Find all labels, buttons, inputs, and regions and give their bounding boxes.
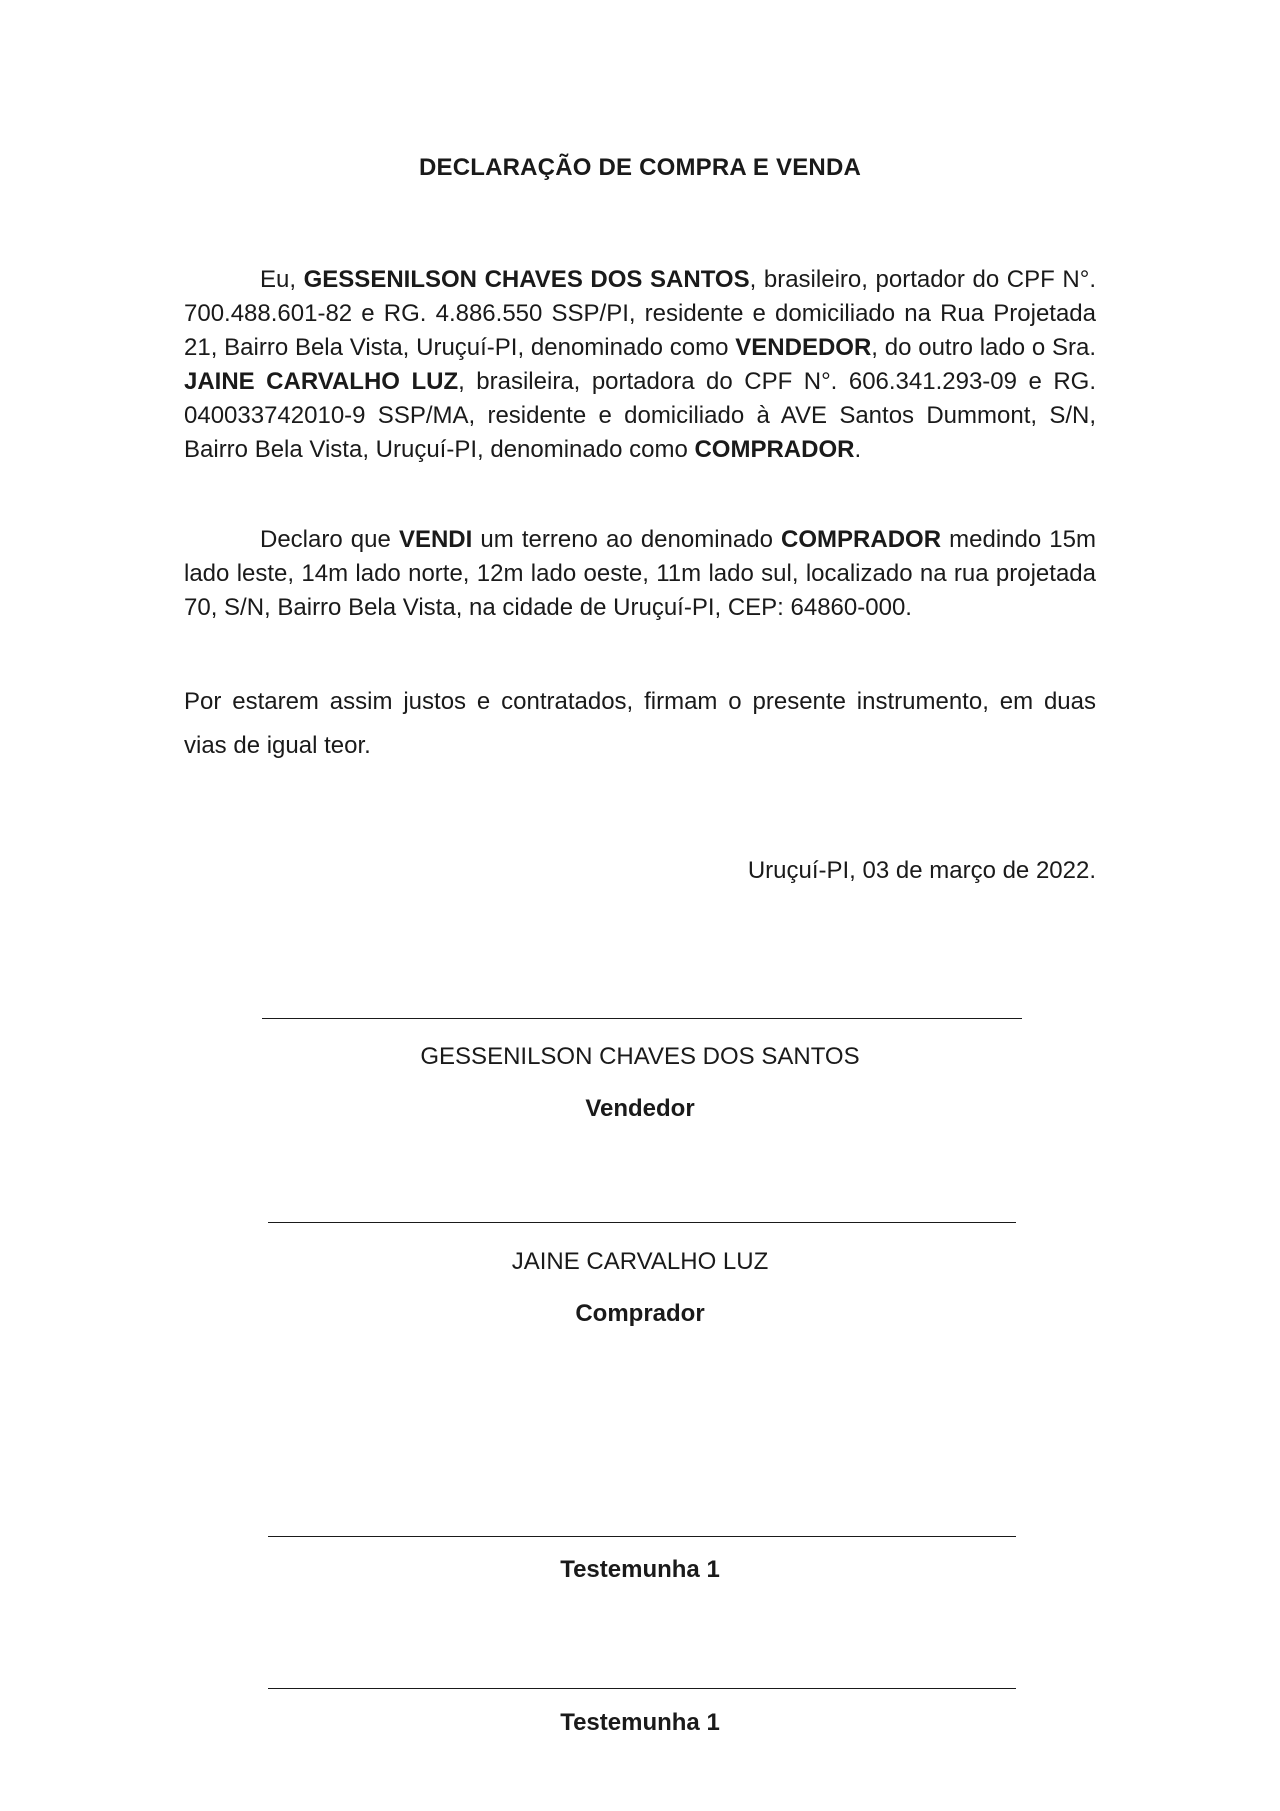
sold-bold: VENDI bbox=[398, 526, 473, 553]
buyer-name-bold: JAINE CARVALHO LUZ bbox=[184, 368, 459, 395]
seller-role: Vendedor bbox=[585, 1095, 695, 1122]
document-title: DECLARAÇÃO DE COMPRA E VENDA bbox=[418, 154, 862, 181]
seller-name-bold: GESSENILSON CHAVES DOS SANTOS bbox=[303, 266, 750, 293]
seller-signature-line bbox=[262, 1018, 1022, 1019]
seller-role-bold: VENDEDOR bbox=[735, 334, 872, 361]
buyer-name: JAINE CARVALHO LUZ bbox=[511, 1248, 769, 1275]
place-date: Uruçuí-PI, 03 de março de 2022. bbox=[747, 857, 1096, 884]
witness1-role: Testemunha 1 bbox=[560, 1556, 720, 1583]
buyer-role: Comprador bbox=[575, 1300, 705, 1327]
witness2-signature-line bbox=[268, 1688, 1016, 1689]
seller-name: GESSENILSON CHAVES DOS SANTOS bbox=[420, 1043, 860, 1070]
paragraph-text: um terreno ao denominado bbox=[472, 526, 782, 553]
paragraph-text: , brasileiro, portador do CPF N°. 700.488.601-82 e RG. 4.886.550 SSP/PI, residente e domiciliado na Rua Projetada 21, Bairro Bela Vista, Uruçuí-PI, denominado como bbox=[184, 266, 1096, 361]
buyer-role-bold: COMPRADOR bbox=[694, 436, 855, 463]
witness1-signature-line bbox=[268, 1536, 1016, 1537]
paragraph-text: , do outro lado o Sra. bbox=[871, 334, 1096, 361]
paragraph-text: , brasileira, portadora do CPF N°. 606.341.293-09 e RG. 040033742010-9 SSP/MA, residente e domiciliado à AVE Santos Dummont, S/N, Bairro Bela Vista, Uruçuí-PI, denominado como bbox=[184, 368, 1096, 463]
paragraph-text: . bbox=[854, 436, 862, 463]
witness2-role: Testemunha 1 bbox=[560, 1709, 720, 1736]
buyer-role-bold: COMPRADOR bbox=[781, 526, 942, 553]
paragraph-declaration bbox=[184, 523, 1096, 625]
paragraph-text: medindo 15m lado leste, 14m lado norte, 12m lado oeste, 11m lado sul, localizado na rua projetada 70, S/N, Bairro Bela Vista, na cidade de Uruçuí-PI, CEP: 64860-000. bbox=[184, 526, 1096, 621]
paragraph-closing: Por estarem assim justos e contratados, firmam o presente instrumento, em duas vias de igual teor. bbox=[184, 688, 1096, 759]
paragraph-parties bbox=[184, 263, 1096, 467]
paragraph-text: Eu, bbox=[260, 266, 304, 293]
paragraph-text: Declaro que bbox=[260, 526, 399, 553]
buyer-signature-line bbox=[268, 1222, 1016, 1223]
